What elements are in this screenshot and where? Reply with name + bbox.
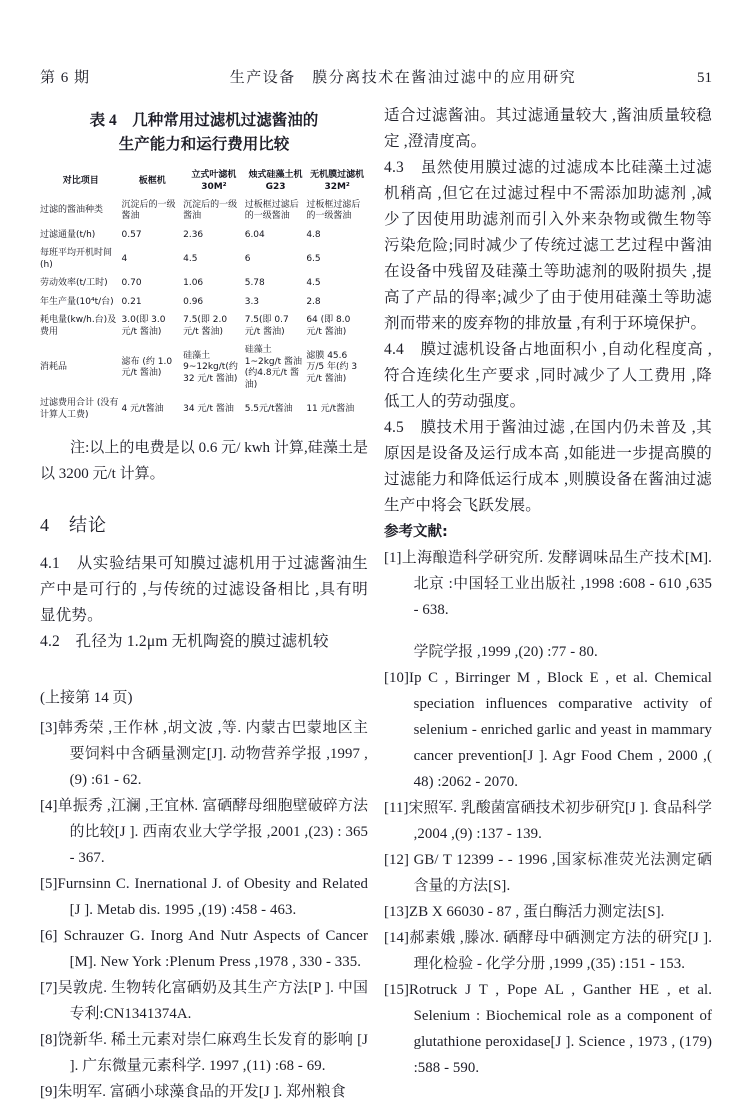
left-column bbox=[40, 103, 368, 1105]
running-title: 生产设备 膜分离技术在酱油过滤中的应用研究 bbox=[229, 70, 577, 86]
table-row bbox=[40, 226, 368, 245]
article-separator-gap bbox=[40, 655, 368, 685]
table-cell: 5.78 bbox=[244, 278, 265, 288]
reference-item: [3]韩秀荣 ,王作林 ,胡文波 ,等. 内蒙古巴蒙地区主要饲料中含硒量测定[J]. 动物营养学报 ,1997 ,(9) :61 - 62. bbox=[40, 719, 368, 788]
table-row bbox=[40, 275, 368, 294]
table-cell: 4.8 bbox=[306, 229, 321, 240]
reference-continuation: 学院学报 ,1999 ,(20) :77 - 80. bbox=[413, 644, 598, 660]
reference-item: [4]单振秀 ,江澜 ,王宜林. 富硒酵母细胞壁破碎方法的比较[J ]. 西南农业大学学报 ,2001 ,(23) : 365 - 367. bbox=[40, 797, 368, 866]
table-4 bbox=[40, 167, 368, 425]
article-separator-gap bbox=[384, 623, 712, 639]
table-cell: 4 bbox=[121, 253, 128, 264]
table-col-header: 无机膜过滤机 32M² bbox=[310, 170, 365, 192]
table-cell: 沉淀后的一级酱油 bbox=[183, 199, 238, 221]
table-cell: 34 元/t 酱油 bbox=[183, 403, 234, 414]
table-row-label: 消耗品 bbox=[40, 362, 68, 373]
table-row bbox=[40, 245, 368, 275]
table-cell: 3.0(即 3.0 元/t 酱油) bbox=[121, 315, 166, 337]
table-cell: 6.04 bbox=[244, 229, 265, 240]
table-cell: 7.5(即 2.0 元/t 酱油) bbox=[183, 315, 228, 337]
table-title-line1: 表 4 几种常用过滤机过滤酱油的 bbox=[89, 112, 319, 129]
table-cell: 2.36 bbox=[183, 229, 204, 240]
reference-item: [14]郝素娥 ,滕冰. 硒酵母中硒测定方法的研究[J ]. 理化检验 - 化学分册 ,1999 ,(35) :151 - 153. bbox=[384, 930, 712, 972]
table-row bbox=[40, 395, 368, 425]
table-cell: 0.70 bbox=[121, 278, 142, 288]
table-row-label: 耗电量(kw/h.台)及费用 bbox=[40, 315, 117, 337]
table-col-header: 烛式硅藻土机 G23 bbox=[248, 170, 303, 192]
table-cell: 7.5(即 0.7 元/t 酱油) bbox=[244, 315, 289, 337]
reference-item: [1]上海酿造科学研究所. 发酵调味品生产技术[M]. 北京 :中国轻工业出版社 ,1998 :608 - 610 ,635 - 638. bbox=[384, 550, 712, 618]
table-row bbox=[40, 293, 368, 312]
reference-item: [12] GB/ T 12399 - - 1996 ,国家标准荧光法测定硒含量的方法[S]. bbox=[384, 852, 712, 894]
table-cell: 4 元/t酱油 bbox=[121, 403, 164, 414]
table-cell: 3.3 bbox=[244, 296, 260, 307]
two-column-body bbox=[40, 103, 712, 1105]
table-cell: 滤膜 45.6 万/5 年(约 3 元/t 酱油) bbox=[306, 350, 358, 384]
table-note: 注:以上的电费是以 0.6 元/ kwh 计算,硅藻土是以 3200 元/t 计算。 bbox=[40, 439, 368, 482]
reference-item: [15]Rotruck J T , Pope AL , Ganther HE , et al. Selenium : Biochemical role as a component of glutathione peroxidase[J ]. Science , 1973 , (179) :588 - 590. bbox=[384, 982, 712, 1076]
table-row-label: 劳动效率(t/工时) bbox=[40, 278, 108, 288]
running-head bbox=[40, 66, 712, 87]
table-cell: 0.57 bbox=[121, 229, 142, 240]
paragraph-4-3: 4.3 虽然使用膜过滤的过滤成本比硅藻土过滤机稍高 ,但它在过滤过程中不需添加助滤剂 ,减少了因使用助滤剂而引入外来杂物或微生物等污染危险;同时减少了传统过滤工艺过程中酱油在设备中残留及硅藻土等助滤剂的吸附损失 ,提高了产品的得率;减少了由于使用硅藻土等助滤剂而带来的废弃物的排放量 ,有利于环境保护。 bbox=[384, 159, 712, 332]
reference-item: [9]朱明军. 富硒小球藻食品的开发[J ]. 郑州粮食 bbox=[40, 1083, 346, 1100]
table-cell: 滤布 (约 1.0 元/t 酱油) bbox=[121, 356, 173, 378]
reference-item: [7]吴敦虎. 生物转化富硒奶及其生产方法[P ]. 中国专利:CN1341374A. bbox=[40, 979, 368, 1022]
references-heading: 参考文献: bbox=[384, 524, 448, 540]
table-cell: 硅藻土 9~12kg/t(约 32 元/t 酱油) bbox=[183, 350, 238, 384]
table-col-header: 板框机 bbox=[138, 175, 166, 186]
paragraph-4-4: 4.4 膜过滤机设备占地面积小 ,自动化程度高 ,符合连续化生产要求 ,同时减少了人工费用 ,降低工人的劳动强度。 bbox=[384, 341, 712, 410]
continued-from-note: (上接第 14 页) bbox=[40, 689, 133, 706]
table-row-label: 年生产量(10⁴t/台) bbox=[40, 296, 114, 307]
paragraph-4-1: 4.1 从实验结果可知膜过滤机用于过滤酱油生产中是可行的 ,与传统的过滤设备相比 ,具有明显优势。 bbox=[40, 554, 368, 624]
right-column bbox=[384, 103, 712, 1105]
table-row-label: 过滤通量(t/h) bbox=[40, 229, 96, 240]
issue-number: 第 6 期 bbox=[40, 70, 91, 86]
table-cell: 0.21 bbox=[121, 296, 142, 307]
table-title bbox=[46, 109, 362, 157]
table-cell: 1.06 bbox=[183, 278, 204, 288]
table-row-label: 过滤费用合计 (没有计算人工费) bbox=[40, 398, 119, 420]
section-heading-conclusion: 4 结论 bbox=[40, 514, 107, 535]
reference-item: [8]饶新华. 稀土元素对崇仁麻鸡生长发育的影响 [J ]. 广东微量元素科学. 1997 ,(11) :68 - 69. bbox=[40, 1031, 368, 1074]
table-col-header: 立式叶滤机 30M² bbox=[191, 170, 237, 192]
table-cell: 2.8 bbox=[306, 296, 321, 307]
table-cell: 64 (即 8.0 元/t 酱油) bbox=[306, 315, 351, 337]
table-cell: 沉淀后的一级酱油 bbox=[121, 199, 176, 221]
table-cell: 过板框过滤后的一级酱油 bbox=[244, 199, 299, 221]
table-cell: 11 元/t酱油 bbox=[306, 403, 355, 414]
reference-item: [13]ZB X 66030 - 87 , 蛋白酶活力测定法[S]. bbox=[384, 904, 665, 920]
table-title-line2: 生产能力和运行费用比较 bbox=[118, 136, 290, 153]
reference-item: [10]Ip C , Birringer M , Block E , et al. Chemical speciation influences comparative activity of selenium - enriched garlic and yeast in mammary cancer prevention[J ]. Agr Food Chem , 2000 ,( 48) :2062 - 2070. bbox=[384, 670, 712, 790]
table-cell: 0.96 bbox=[183, 296, 204, 307]
table-row-label: 每班平均开机时间(h) bbox=[40, 248, 113, 270]
table-cell: 4.5 bbox=[183, 253, 198, 264]
table-cell: 4.5 bbox=[306, 278, 321, 288]
page-number: 51 bbox=[697, 70, 712, 86]
table-cell: 6.5 bbox=[306, 253, 321, 264]
table-cell: 5.5元/t酱油 bbox=[244, 403, 293, 414]
table-col-header: 对比项目 bbox=[62, 175, 99, 186]
table-row bbox=[40, 196, 368, 226]
paragraph-4-2: 4.2 孔径为 1.2μm 无机陶瓷的膜过滤机较 bbox=[40, 632, 329, 650]
paragraph-4-2-continuation: 适合过滤酱油。其过滤通量较大 ,酱油质量较稳定 ,澄清度高。 bbox=[384, 107, 712, 150]
table-row bbox=[40, 342, 368, 395]
table-cell: 过板框过滤后的一级酱油 bbox=[306, 199, 361, 221]
table-cell: 硅藻土 1~2kg/t 酱油(约4.8元/t 酱油) bbox=[244, 345, 303, 390]
table-cell: 6 bbox=[244, 253, 251, 264]
table-header-row bbox=[40, 167, 368, 196]
table-row bbox=[40, 312, 368, 342]
reference-item: [5]Furnsinn C. Inernational J. of Obesity and Related [J ]. Metab dis. 1995 ,(19) :458 - 463. bbox=[40, 875, 368, 918]
reference-item: [11]宋照军. 乳酸菌富硒技术初步研究[J ]. 食品科学 ,2004 ,(9) :137 - 139. bbox=[384, 800, 712, 842]
table-row-label: 过滤的酱油种类 bbox=[40, 205, 104, 216]
paragraph-4-5: 4.5 膜技术用于酱油过滤 ,在国内仍未普及 ,其原因是设备及运行成本高 ,如能进一步提高膜的过滤能力和降低运行成本 ,则膜设备在酱油过滤生产中将会飞跃发展。 bbox=[384, 419, 712, 514]
reference-item: [6] Schrauzer G. Inorg And Nutr Aspects of Cancer [M]. New York :Plenum Press ,1978 , 330 - 335. bbox=[40, 927, 368, 970]
